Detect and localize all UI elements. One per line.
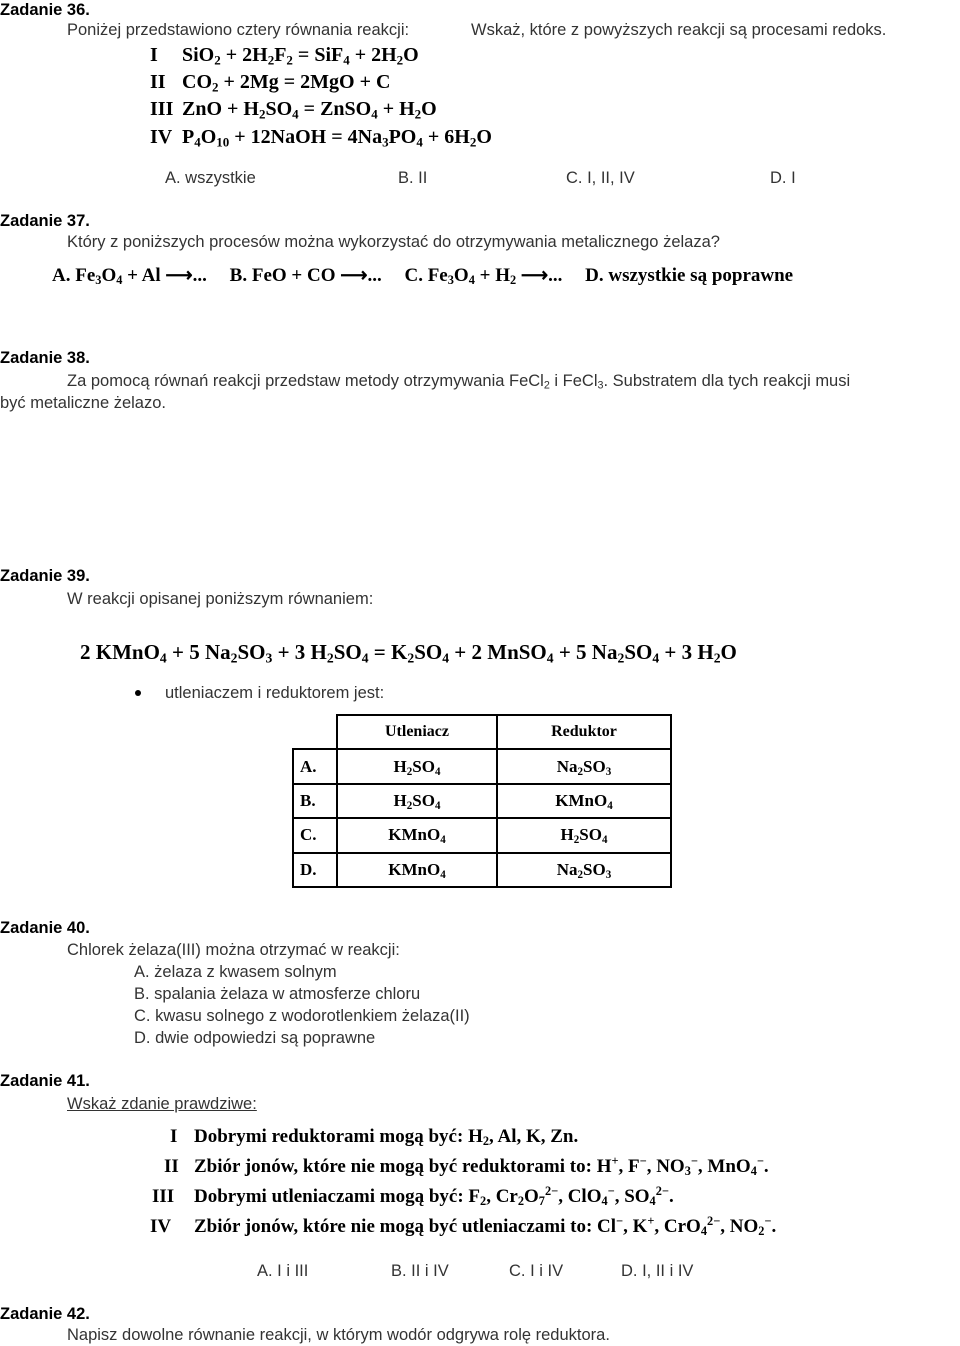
task-38-question-line1: Za pomocą równań reakcji przedstaw metody otrzymywania FeCl$_2$ i FeCl$_3$. Substratem dla tych reakcji musi — [67, 372, 851, 392]
text: i FeCl — [554, 372, 598, 390]
task-36-answer-b: B. II — [398, 169, 428, 187]
row-label: A. — [293, 749, 337, 783]
task-36-answer-c: C. I, II, IV — [566, 169, 635, 187]
task-41-title: Zadanie 41. — [0, 1072, 90, 1090]
task-40-question: Chlorek żelaza(III) można otrzymać w reakcji: — [67, 941, 400, 959]
reducer-cell: $Na_2SO_3$ — [497, 749, 671, 783]
task-40-option-b: B. spalania żelaza w atmosferze chloru — [134, 985, 421, 1003]
numeral: II — [164, 1156, 179, 1177]
statement-text: Dobrymi utleniaczami mogą być: $F_2$, $Cr_2O_7^{2-}$, ClO$_4$−, $SO_4^{2-}$. — [194, 1184, 674, 1209]
statement-text: Zbiór jonów, które nie mogą być utleniaczami to: Cl−, K+, CrO$_4^{2-}$, $NO_2^-$. — [194, 1214, 777, 1239]
text: Dobrymi reduktorami mogą być: — [194, 1126, 464, 1147]
text: Zbiór jonów, które nie mogą być reduktorami to: — [194, 1156, 592, 1177]
row-label: C. — [293, 818, 337, 852]
oxidizer-reducer-table — [292, 714, 672, 888]
table-row — [293, 818, 671, 852]
task-41-answer-a: A. I i III — [257, 1262, 309, 1280]
task-40-option-d: D. dwie odpowiedzi są poprawne — [134, 1029, 376, 1047]
task-42-question: Napisz dowolne równanie reakcji, w którym wodór odgrywa rolę reduktora. — [67, 1326, 610, 1344]
numeral: I — [150, 44, 158, 66]
equation-text: ZnO + $H_2SO_4$ = ZnSO$_4$ + $H_2O$ — [182, 98, 437, 122]
reducer-cell: $H_2SO_4$ — [497, 818, 671, 852]
equation-text: $SiO_2 + 2H_2F_2 = SiF_4 + 2H_2O$ — [182, 44, 419, 68]
table-corner — [293, 715, 337, 749]
task-41-answer-d: D. I, II i IV — [621, 1262, 694, 1280]
task-37-options — [52, 264, 793, 287]
task-41-answer-c: C. I i IV — [509, 1262, 564, 1280]
text: Zbiór jonów, które nie mogą być utleniaczami to: — [194, 1216, 593, 1237]
numeral: IV — [150, 126, 173, 148]
equation-text: $P_4O_{10}$ + 12NaOH = $4Na_3PO_4 + 6H_2O$ — [182, 126, 492, 150]
task-39-bullet-text: utleniaczem i reduktorem jest: — [165, 684, 385, 702]
table-row — [293, 749, 671, 783]
reducer-cell: KMnO$_4$ — [497, 784, 671, 818]
oxidizer-cell: $H_2SO_4$ — [337, 784, 497, 818]
table-header-row — [293, 715, 671, 749]
text: . Substratem dla tych reakcji musi — [603, 372, 851, 390]
task-38-question-line2: być metaliczne żelazo. — [0, 394, 166, 412]
table-row — [293, 784, 671, 818]
row-label: D. — [293, 853, 337, 887]
header-reducer: Reduktor — [497, 715, 671, 749]
oxidizer-cell: $H_2SO_4$ — [337, 749, 497, 783]
text: Dobrymi utleniaczami mogą być: — [194, 1186, 464, 1207]
task-41-question: Wskaż zdanie prawdziwe: — [67, 1095, 257, 1113]
text: Za pomocą równań reakcji przedstaw metody otrzymywania FeCl — [67, 372, 544, 390]
task-36-equations — [150, 44, 570, 154]
header-oxidizer: Utleniacz — [337, 715, 497, 749]
option-a: A. $Fe_3O_4 + Al$ ⟶... — [52, 265, 207, 288]
numeral: III — [152, 1186, 175, 1207]
row-label: B. — [293, 784, 337, 818]
numeral: III — [150, 98, 174, 120]
task-39-title: Zadanie 39. — [0, 567, 90, 585]
oxidizer-cell: KMnO$_4$ — [337, 853, 497, 887]
task-38-title: Zadanie 38. — [0, 349, 90, 367]
equation-text: $CO_2 + 2Mg = 2MgO + C$ — [182, 71, 391, 95]
numeral: II — [150, 71, 166, 93]
task-41-statements — [150, 1126, 950, 1246]
task-36-title: Zadanie 36. — [0, 1, 90, 19]
bullet-icon — [135, 690, 141, 696]
task-39-intro: W reakcji opisanej poniższym równaniem: — [67, 590, 374, 608]
task-40-option-a: A. żelaza z kwasem solnym — [134, 963, 337, 981]
task-40-option-c: C. kwasu solnego z wodorotlenkiem żelaza(II) — [134, 1007, 470, 1025]
task-36-answer-a: A. wszystkie — [165, 169, 256, 187]
task-41-answer-b: B. II i IV — [391, 1262, 449, 1280]
task-36-question: Wskaż, które z powyższych reakcji są procesami redoks. — [471, 21, 887, 39]
task-42-title: Zadanie 42. — [0, 1305, 90, 1323]
task-37-question: Który z poniższych procesów można wykorzystać do otrzymywania metalicznego żelaza? — [67, 233, 720, 251]
task-36-answer-d: D. I — [770, 169, 796, 187]
oxidizer-cell: KMnO$_4$ — [337, 818, 497, 852]
option-d: D. wszystkie są poprawne — [585, 265, 794, 286]
task-37-title: Zadanie 37. — [0, 212, 90, 230]
statement-text: Dobrymi reduktorami mogą być: $H_2$, Al, K, Zn. — [194, 1126, 579, 1149]
task-40-title: Zadanie 40. — [0, 919, 90, 937]
task-39-equation: 2 KMnO$_4$ + 5 $Na_2SO_3 + 3$ $H_2SO_4 = K_2SO_4 + 2$ MnSO$_4$ + 5 $Na_2SO_4 + 3$ $H_2O$ — [80, 640, 737, 666]
option-b: B. FeO + CO ⟶... — [229, 265, 382, 286]
numeral: IV — [150, 1216, 172, 1237]
statement-text: Zbiór jonów, które nie mogą być reduktorami to: H+, F−, $NO_3^-$, MnO$_4$−. — [194, 1154, 769, 1179]
reducer-cell: $Na_2SO_3$ — [497, 853, 671, 887]
table-row — [293, 853, 671, 887]
option-c: C. $Fe_3O_4 + H_2$ ⟶... — [404, 265, 563, 288]
numeral: I — [170, 1126, 178, 1147]
task-36-intro: Poniżej przedstawiono cztery równania reakcji: — [67, 21, 410, 39]
